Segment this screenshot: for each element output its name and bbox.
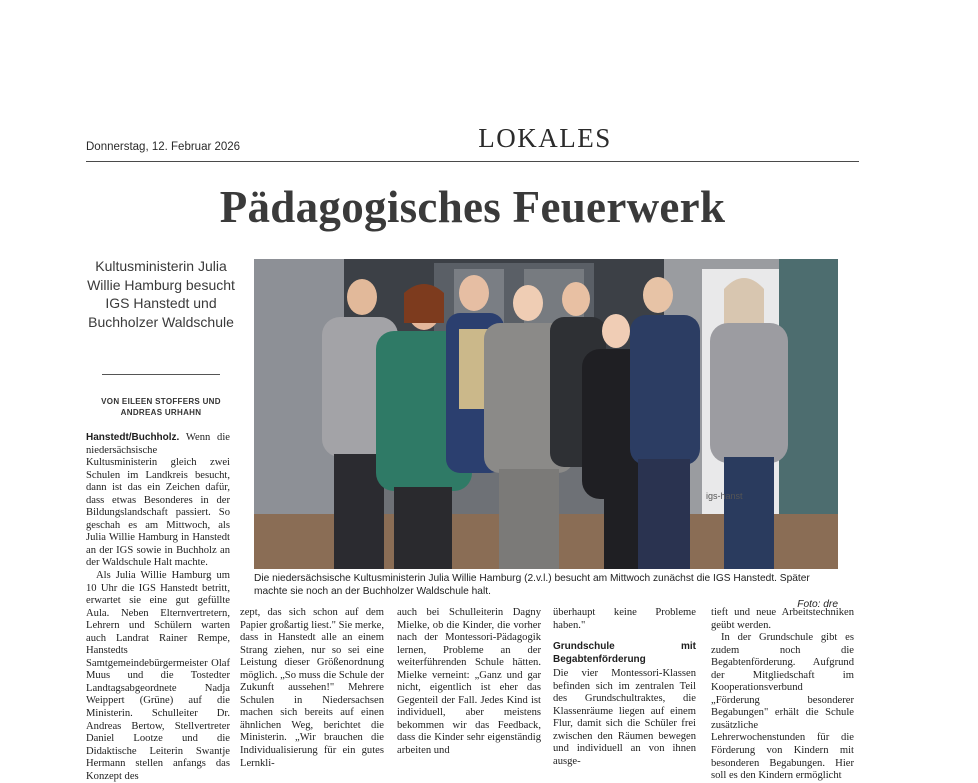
paragraph: Hanstedt/Buchholz. Wenn die niedersächsische Kultusministerin gleich zwei Schulen im Landkreis besucht, dann ist das ein Zeichen dafür, dass etwas Besonderes in der Bildungslandschaft passiert. So geschah es am Mittwoch, als Julia Willie Hamburg in Hanstedt an der IGS sowie in Buchholz an der Waldschule Halt machte. [86, 432, 230, 569]
article-headline: Pädagogisches Feuerwerk [219, 182, 726, 232]
subheadline-divider [102, 374, 220, 375]
paragraph: überhaupt keine Probleme haben." [553, 607, 696, 631]
caption-text: Die niedersächsische Kultusministerin Julia Willie Hamburg (2.v.l.) besucht am Mittwoch zunächst die IGS Hanstedt. Später machte sie noch an der Buchholzer Waldschule halt. [254, 573, 810, 597]
article-column-4 [553, 607, 696, 768]
paragraph: auch bei Schulleiterin Dagny Mielke, ob die Kinder, die vorher nach der Montessori-Pädagogik lernen, Probleme an der weiterführenden Schule hätten. Mielke verneint: „Ganz und gar nicht, eigentlich ist eher das Gegenteil der Fall. Jedes Kind ist individuell, aber meistens bekommen wir das Feedback, dass die Kinder sehr eigenständig arbeiten und [397, 607, 541, 757]
issue-date: Donnerstag, 12. Februar 2026 [86, 141, 241, 153]
article-column-3 [397, 607, 541, 758]
paragraph: Als Julia Willie Hamburg um 10 Uhr die IGS Hanstedt betritt, erwartet sie eine gut gefüllte Aula. Neben Elternvertretern, Lehrern und Schülern warten auch Landrat Rainer Rempe, Hanstedts Samtgemeindebürgermeister Olaf Muus und die Tostedter Landtagsabgeordnete Nadja Weippert (Grüne) auf die Ministerin. Schulleiter Dr. Andreas Bertow, Stellvertreter Daniel Lootze und die Didaktische Leiterin Swantje Hermann stellen anfangs das Konzept des [86, 570, 230, 782]
photo-credit: Foto: dre [797, 599, 838, 610]
section-title: LOKALES [478, 123, 612, 153]
paragraph: tieft und neue Arbeitstechniken geübt werden. [711, 607, 854, 631]
paragraph: Die vier Montessori-Klassen befinden sich im zentralen Teil des Grundschultraktes, die Klassenräume liegen auf einem Flur, damit sich die Schüler frei zwischen den Räumen bewegen und individuell an von ihnen ausge- [553, 668, 696, 767]
header-rule [86, 161, 859, 162]
photo-banner-text: igs-hanst [706, 491, 743, 501]
paragraph: zept, das sich schon auf dem Papier großartig liest." Sie merke, dass in Hanstedt alle an einem Strang ziehen, nur so sei eine Leistung dieser Größenordnung möglich. „So muss die Schule der Zukunft aussehen!" Mehrere Schulen in Niedersachsen machen sich bereits auf einen ähnlichen Weg, berichtet die Ministerin. „Wir brauchen die Individualisierung für ein gutes Lernkli- [240, 607, 384, 769]
article-column-5 [711, 607, 854, 783]
article-column-2 [240, 607, 384, 770]
group-photo-illustration [254, 259, 838, 569]
article-byline: VON EILEEN STOFFERS UND ANDREAS URHAHN [101, 397, 221, 417]
paragraph: In der Grundschule gibt es zudem noch die Begabtenförderung. Aufgrund der Mitgliedschaft im Kooperationsverbund „Förderung besonderer Begabungen" erhält die Schule zusätzliche Lehrerwochenstunden für die Förderung von Kindern mit besonderen Begabungen. Hier soll es den Kindern ermöglicht [711, 632, 854, 782]
article-dateline: Hanstedt/Buchholz. [86, 432, 180, 443]
article-photo [254, 259, 838, 569]
article-subheadline: Kultusministerin Julia Willie Hamburg besucht IGS Hanstedt und Buchholzer Waldschule [87, 258, 235, 330]
article-column-1 [86, 432, 230, 783]
section-subheading: Grundschule mit Begabtenförderung [553, 641, 696, 665]
photo-caption [254, 572, 838, 611]
